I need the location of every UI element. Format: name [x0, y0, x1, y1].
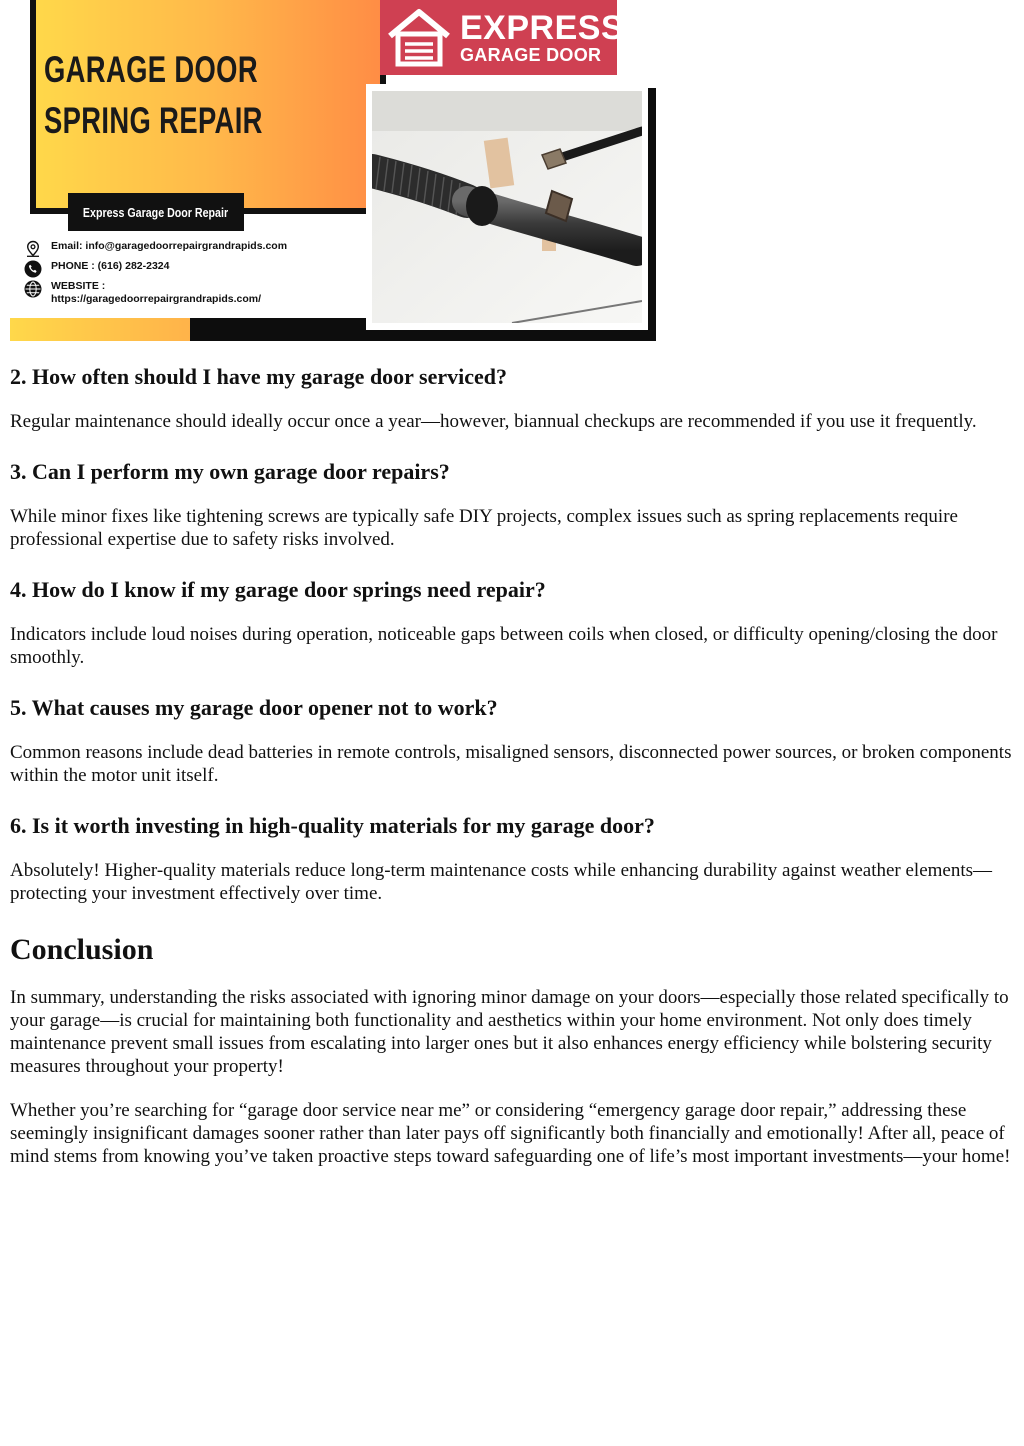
conclusion-heading: Conclusion [10, 933, 154, 966]
express-garage-door-logo [380, 0, 625, 75]
phone-icon [24, 260, 42, 278]
banner-company-tag [68, 193, 244, 231]
faq-question-3: 3. Can I perform my own garage door repairs? [10, 459, 450, 484]
garage-house-icon [384, 6, 454, 70]
faq-answer-5: Common reasons include dead batteries in remote controls, misaligned sensors, disconnected power sources, or broken components within the motor unit itself. [10, 742, 1012, 786]
contact-website-row [24, 280, 261, 306]
globe-icon [24, 280, 42, 298]
logo-line-1: EXPRESS [460, 8, 625, 47]
contact-phone-row [24, 260, 169, 278]
banner-headline-line-2: SPRING REPAIR [44, 100, 263, 141]
faq-question-5: 5. What causes my garage door opener not to work? [10, 695, 498, 720]
banner-headline [44, 44, 340, 146]
garage-spring-illustration [372, 91, 642, 323]
conclusion-paragraph-1: In summary, understanding the risks associated with ignoring minor damage on your doors—especially those related specifically to your garage—is crucial for maintaining both functionality and aesthetics within your home environment. Not only does timely maintenance prevent small issues from escalating into larger ones but it also enhances energy efficiency while bolstering security measures throughout your property! [10, 987, 1009, 1077]
contact-website-url: https://garagedoorrepairgrandrapids.com/ [51, 293, 262, 305]
faq-answer-2: Regular maintenance should ideally occur once a year—however, biannual checkups are recommended if you use it frequently. [10, 411, 977, 432]
hero-banner-image [10, 0, 656, 341]
location-pin-icon [24, 240, 42, 258]
banner-headline-line-1: GARAGE DOOR [44, 49, 258, 90]
logo-line-2: GARAGE DOOR [460, 44, 602, 65]
faq-question-6: 6. Is it worth investing in high-quality materials for my garage door? [10, 813, 655, 838]
faq-answer-6: Absolutely! Higher-quality materials reduce long-term maintenance costs while enhancing durability against weather elements—protecting your investment effectively over time. [10, 860, 993, 904]
conclusion-paragraph-2: Whether you’re searching for “garage door service near me” or considering “emergency garage door repair,” addressing these seemingly insignificant damages sooner rather than later pays off significantly both financially and emotionally! After all, peace of mind stems from knowing you’ve taken proactive steps toward safeguarding one of life’s most important investments—your home! [10, 1100, 1011, 1167]
contact-website-label: WEBSITE : [51, 280, 106, 292]
banner-yellow-stripe [10, 318, 190, 341]
contact-email-row [24, 240, 287, 258]
banner-company-tag-text: Express Garage Door Repair [83, 204, 229, 220]
contact-phone-text: PHONE : (616) 282-2324 [51, 260, 170, 272]
faq-question-4: 4. How do I know if my garage door springs need repair? [10, 577, 546, 602]
faq-answer-3: While minor fixes like tightening screws are typically safe DIY projects, complex issues such as spring replacements require professional expertise due to safety risks involved. [10, 506, 958, 550]
article-body [10, 361, 1014, 1168]
garage-spring-photo [366, 84, 648, 330]
faq-answer-4: Indicators include loud noises during operation, noticeable gaps between coils when closed, or difficulty opening/closing the door smoothly. [10, 624, 998, 668]
faq-question-2: 2. How often should I have my garage door serviced? [10, 364, 508, 389]
contact-email-text: Email: info@garagedoorrepairgrandrapids.com [51, 240, 288, 252]
